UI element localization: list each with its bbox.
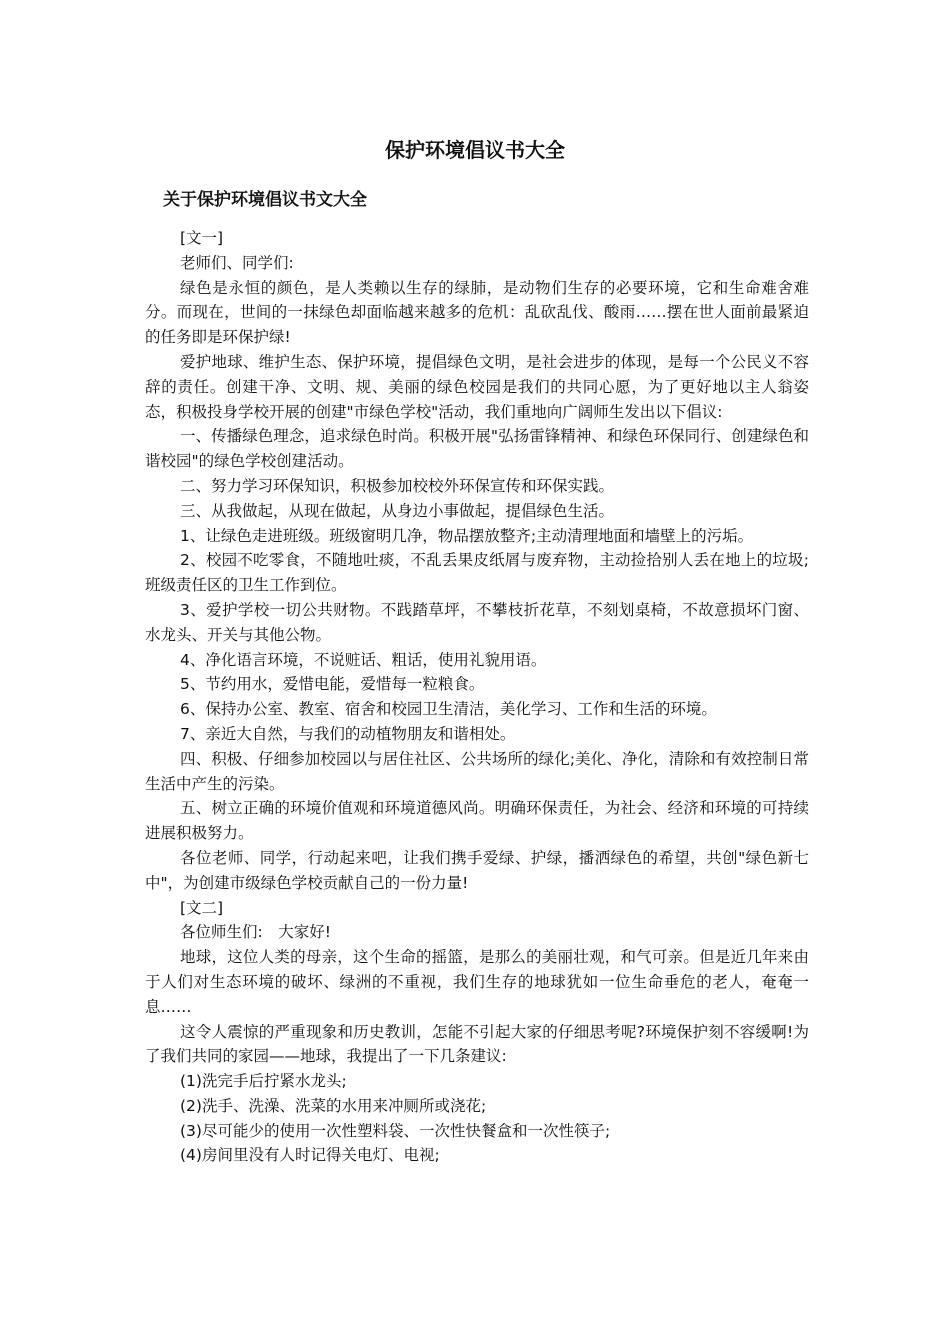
document-body [145,226,809,1168]
paragraph: 1、让绿色走进班级。班级窗明几净，物品摆放整齐;主动清理地面和墙壁上的污垢。 [180,526,754,545]
paragraph: 五、树立正确的环境价值观和环境道德风尚。明确环保责任，为社会、经济和环境的可持续进展积极努力。 [145,799,809,843]
paragraph: 2、校园不吃零食，不随地吐痰，不乱丢果皮纸屑与废弃物，主动捡拾别人丢在地上的垃圾;班级责任区的卫生工作到位。 [145,551,809,595]
paragraph: [文二] [180,898,224,917]
paragraph: 三、从我做起，从现在做起，从身边小事做起，提倡绿色生活。 [180,501,615,520]
paragraph: 7、亲近大自然，与我们的动植物朋友和谐相处。 [180,724,516,743]
paragraph: 5、节约用水，爱惜电能，爱惜每一粒粮食。 [180,675,485,694]
paragraph: 3、爱护学校一切公共财物。不践踏草坪，不攀枝折花草，不刻划桌椅，不故意损坏门窗、水龙头、开关与其他公物。 [145,600,809,644]
paragraph: 爱护地球、维护生态、保护环境，提倡绿色文明，是社会进步的体现，是每一个公民义不容辞的责任。创建干净、文明、规、美丽的绿色校园是我们的共同心愿，为了更好地以主人翁姿态，积极投身学校开展的创建"市绿色学校"活动，我们重地向广阔师生发出以下倡议: [145,352,809,421]
paragraph: 绿色是永恒的颜色，是人类赖以生存的绿肺，是动物们生存的必要环境，它和生命难舍难分。而现在，世间的一抹绿色却面临越来越多的危机：乱砍乱伐、酸雨……摆在世人面前最紧迫的任务即是环保护绿! [145,278,809,347]
paragraph: 二、努力学习环保知识，积极参加校校外环保宣传和环保实践。 [180,476,615,495]
paragraph: 各位师生们: 大家好! [180,923,331,942]
paragraph: (1)洗完手后拧紧水龙头; [180,1072,347,1091]
paragraph: 各位老师、同学，行动起来吧，让我们携手爱绿、护绿，播洒绿色的希望，共创"绿色新七中"，为创建市级绿色学校贡献自己的一份力量! [145,848,809,892]
paragraph: 4、净化语言环境，不说赃话、粗话，使用礼貌用语。 [180,650,547,669]
paragraph: 一、传播绿色理念，追求绿色时尚。积极开展"弘扬雷锋精神、和绿色环保同行、创建绿色和谐校园"的绿色学校创建活动。 [145,427,809,471]
paragraph: 老师们、同学们: [180,253,294,272]
paragraph: 这令人震惊的严重现象和历史教训，怎能不引起大家的仔细思考呢?环境保护刻不容缓啊!为了我们共同的家园——地球，我提出了一下几条建议: [145,1022,809,1066]
paragraph: 四、积极、仔细参加校园以与居住社区、公共场所的绿化;美化、净化，清除和有效控制日常生活中产生的污染。 [145,749,809,793]
document-title: 保护环境倡议书大全 [385,138,565,162]
paragraph: [文一] [180,229,224,247]
paragraph: (4)房间里没有人时记得关电灯、电视; [180,1146,440,1165]
paragraph: 地球，这位人类的母亲，这个生命的摇篮，是那么的美丽壮观，和气可亲。但是近几年来由于人们对生态环境的破坏、绿洲的不重视，我们生存的地球犹如一位生命垂危的老人，奄奄一息…… [145,948,809,1016]
document-subtitle: 关于保护环境倡议书文大全 [163,190,367,210]
paragraph: (2)洗手、洗澡、洗菜的水用来冲厕所或浇花; [180,1096,487,1115]
paragraph: (3)尽可能少的使用一次性塑料袋、一次性快餐盒和一次性筷子; [180,1121,611,1140]
paragraph: 6、保持办公室、教室、宿舍和校园卫生清洁，美化学习、工作和生活的环境。 [180,700,717,719]
